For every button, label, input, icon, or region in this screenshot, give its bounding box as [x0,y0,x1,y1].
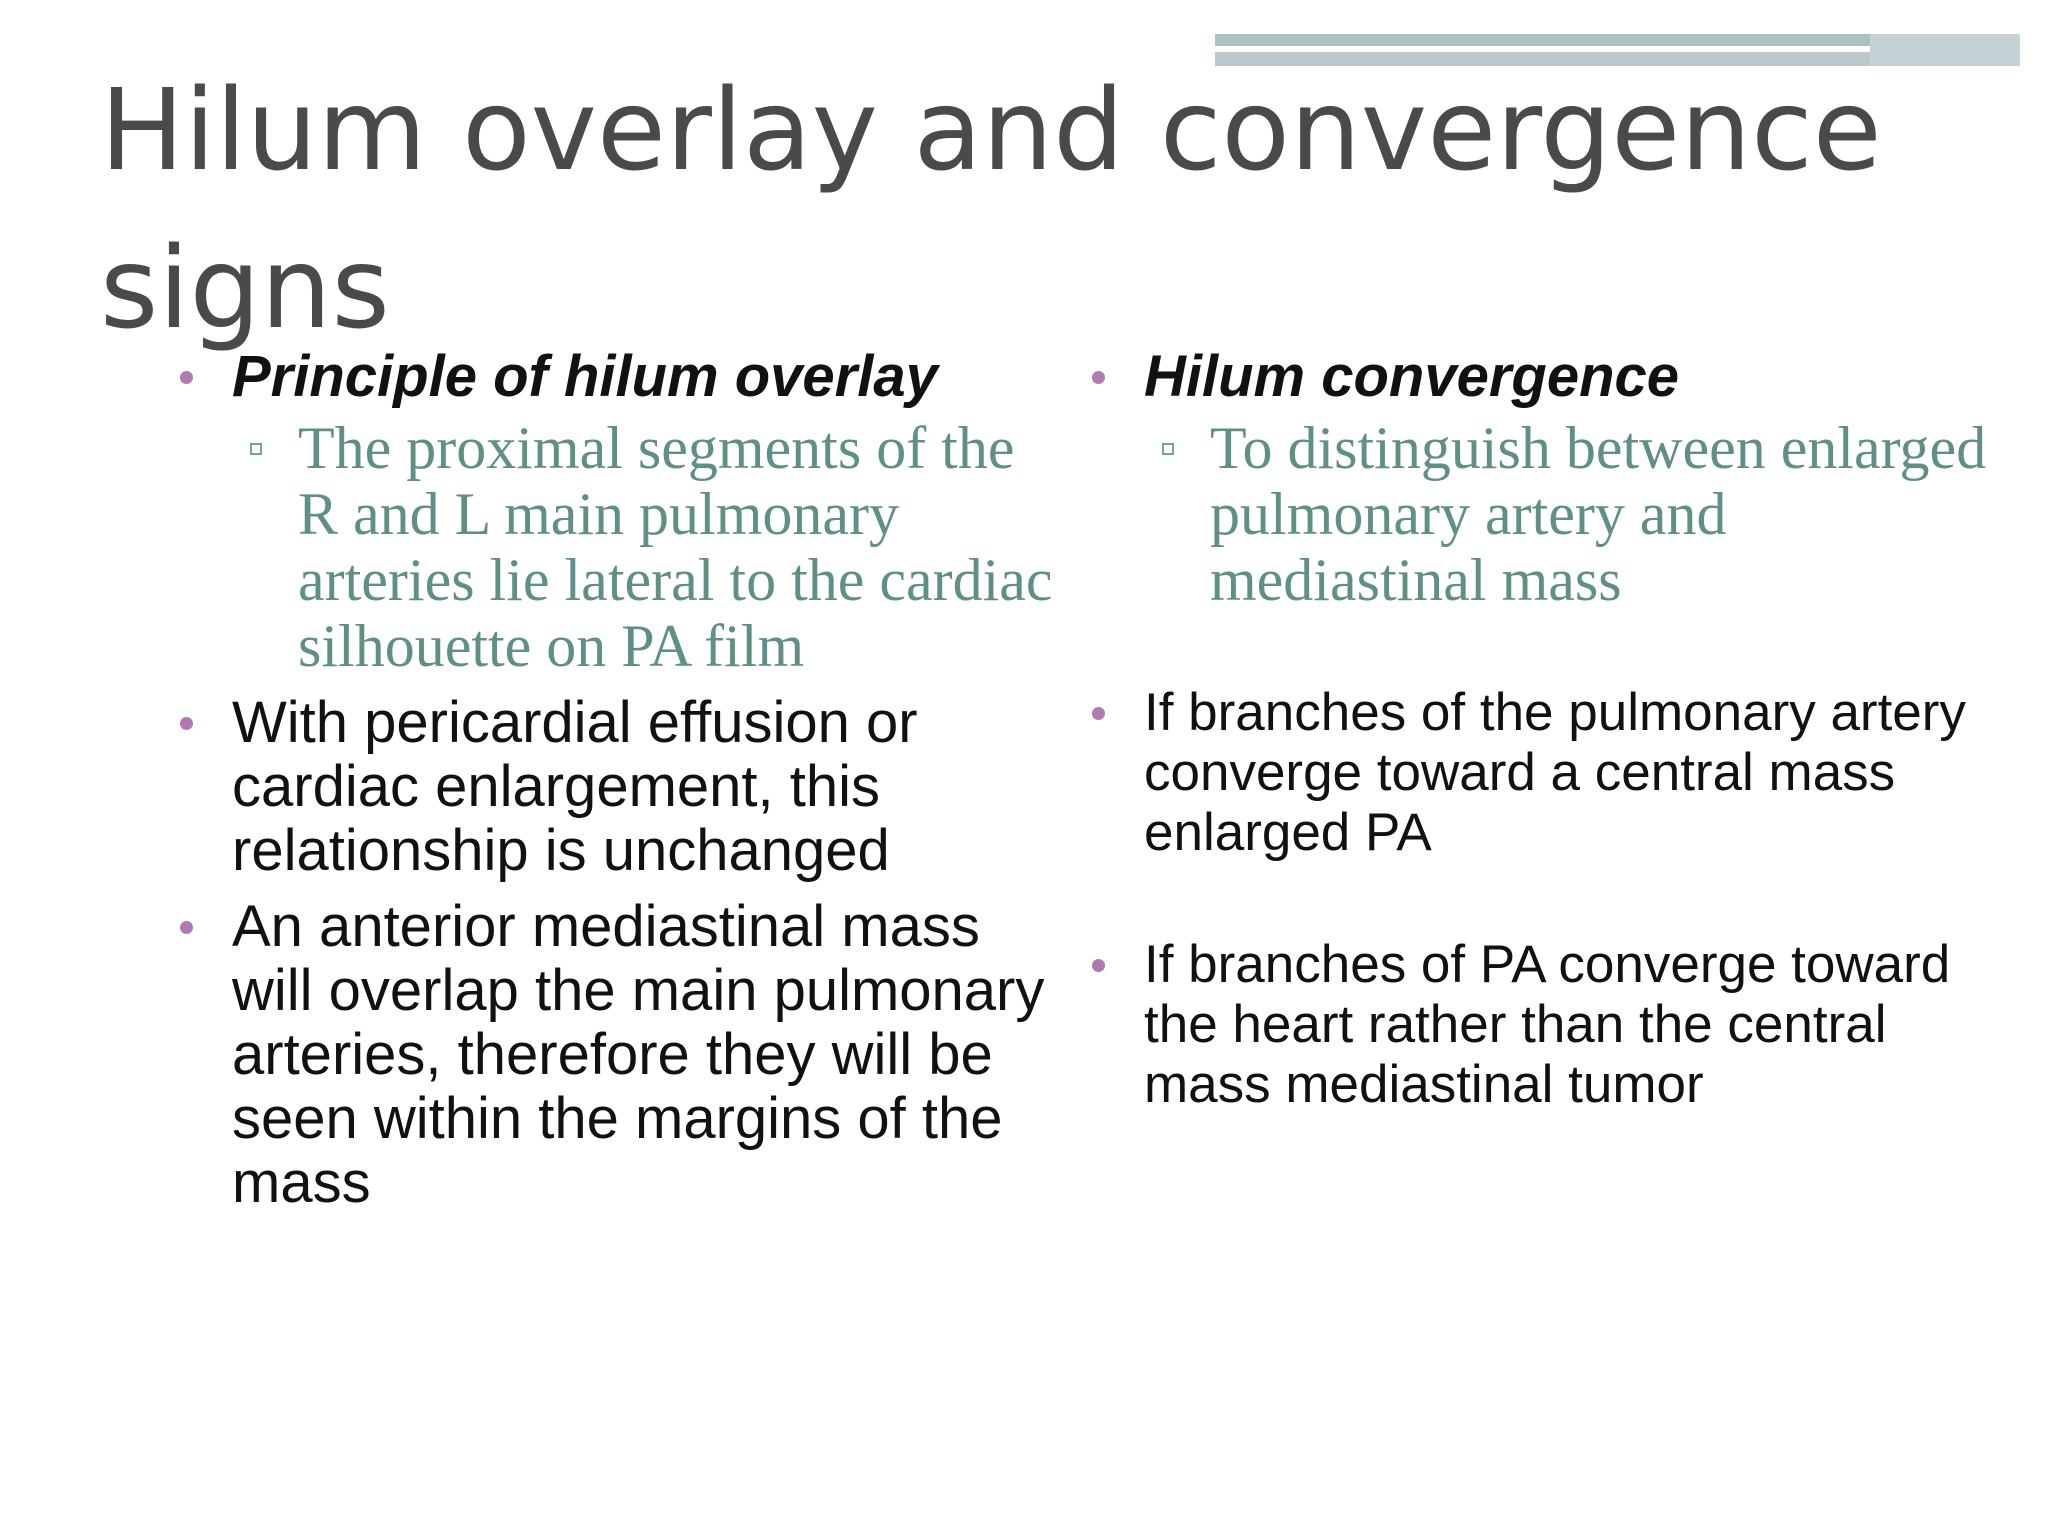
left-column [180,345,1060,1215]
right-heading-text: Hilum convergence [1144,344,1680,409]
left-point-2 [180,895,1060,1215]
right-point-1-text: If branches of the pulmonary artery converge toward a central mass enlarged PA [1144,683,1966,862]
bullet-dot-icon [1092,707,1105,720]
right-sub-point-text: To distinguish between enlarged pulmonary artery and mediastinal mass [1210,415,1987,613]
right-sub-point [1092,415,1992,613]
left-point-1 [180,691,1060,883]
bullet-dot-icon [180,371,193,384]
left-sub-point-text: The proximal segments of the R and L main pulmonary arteries lie lateral to the cardiac silhouette on PA film [298,415,1053,679]
square-bullet-icon [250,443,262,455]
left-point-1-text: With pericardial effusion or cardiac enlargement, this relationship is unchanged [232,690,918,883]
right-heading-bullet [1092,345,1992,409]
right-point-2 [1092,935,1992,1115]
right-point-2-text: If branches of PA converge toward the heart rather than the central mass mediastinal tumor [1144,935,1951,1114]
left-heading-bullet [180,345,1060,409]
bullet-dot-icon [180,717,193,730]
bullet-dot-icon [1092,959,1105,972]
bullet-dot-icon [1092,371,1105,384]
slide-title: Hilum overlay and convergence signs [100,66,1882,354]
right-point-1 [1092,683,1992,863]
right-column [1092,345,1992,1115]
left-heading-text: Principle of hilum overlay [232,344,938,409]
left-sub-point [180,415,1060,679]
bullet-dot-icon [180,921,193,934]
square-bullet-icon [1162,443,1174,455]
left-point-2-text: An anterior mediastinal mass will overlap the main pulmonary arteries, therefore they will be seen within the margins of the mass [232,894,1045,1215]
